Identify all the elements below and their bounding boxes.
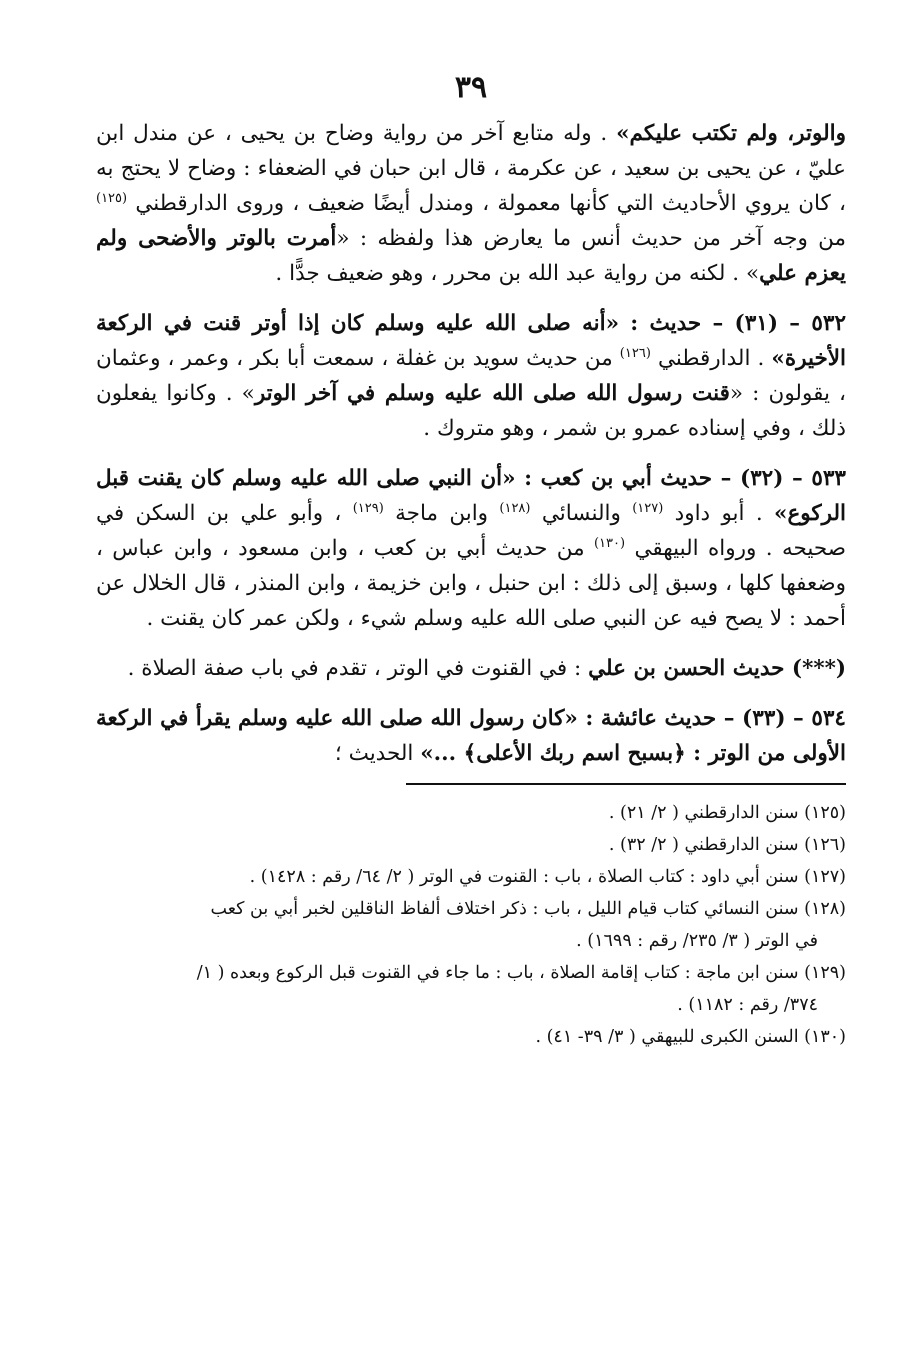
paragraph-hadith-533 [96, 461, 846, 636]
bold-text-run: ٥٣٢ – (٣١) – حديث : «أنه صلى الله عليه وسلم كان إذا أوتر قنت في الركعة الأخيرة» [96, 311, 846, 371]
text-run: » . وكانوا يفعلون ذلك ، وفي إسناده عمرو بن شمر ، وهو متروك . [96, 381, 846, 441]
text-run: وابن ماجة [383, 501, 500, 526]
text-run: الحديث ؛ [334, 741, 421, 766]
text-run: من حديث أبي بن كعب ، وابن مسعود ، وابن عباس ، وضعفها كلها ، وسبق إلى ذلك : ابن حنبل ، وابن خزيمة ، وابن المنذر ، قال الخلال عن أحمد : لا يصح فيه عن النبي صلى الله عليه وسلم شيء ، ولكن عمر كان يقنت . [96, 536, 846, 631]
bold-text-run: ٥٣٣ – (٣٢) – حديث أبي بن كعب : «أن النبي صلى الله عليه وسلم كان يقنت قبل الركوع» [96, 466, 847, 526]
main-text [96, 116, 846, 771]
footnote-ref: (١٢٥) [96, 190, 128, 206]
footnote-130: (١٣٠) السنن الكبرى للبيهقي ( ٣/ ٣٩- ٤١) . [535, 1027, 846, 1047]
footnote-ref: (١٢٦) [619, 345, 651, 361]
footnote-ref: (١٢٧) [632, 500, 664, 516]
footnote-127: (١٢٧) سنن أبي داود : كتاب الصلاة ، باب : القنوت في الوتر ( ٢/ ٦٤/ رقم : ١٤٢٨) . [249, 867, 846, 887]
text-run: » . لكنه من رواية عبد الله بن محرر ، وهو ضعيف جدًّا . [275, 261, 760, 286]
bold-text-run: ٥٣٤ – (٣٣) – حديث عائشة : «كان رسول الله صلى الله عليه وسلم يقرأ في الركعة الأولى من الوتر : ﴿بسبح اسم ربك الأعلى﴾ ...» [96, 706, 846, 766]
bold-text-run: أمرت بالوتر والأضحى ولم يعزم علي [96, 226, 846, 286]
footnote-129: (١٢٩) سنن ابن ماجة : كتاب إقامة الصلاة ، باب : ما جاء في القنوت قبل الركوع وبعده ( ١/ ٣٧٤/ رقم : ١١٨٢) . [196, 963, 846, 1015]
footnote-125: (١٢٥) سنن الدارقطني ( ٢/ ٢١) . [608, 803, 846, 823]
text-run: . الدارقطني [650, 346, 772, 371]
footnotes [96, 797, 846, 1053]
paragraph-commentary [96, 116, 846, 291]
bold-text-run: (***) حديث الحسن بن علي [588, 656, 846, 681]
footnote-ref: (١٣٠) [593, 535, 626, 551]
page-number: ٣٩ [454, 70, 488, 105]
text-run: ، وأبو علي بن السكن في صحيحه . ورواه البيهقي [96, 501, 846, 561]
footnote-ref: (١٢٨) [499, 500, 531, 516]
paragraph-hadith-532 [96, 306, 846, 446]
footnote-128: (١٢٨) سنن النسائي كتاب قيام الليل ، باب : ذكر اختلاف ألفاظ الناقلين لخبر أبي بن كعب في الوتر ( ٣/ ٢٣٥/ رقم : ١٦٩٩) . [210, 899, 846, 951]
footnote-divider [406, 783, 846, 785]
footnote-126: (١٢٦) سنن الدارقطني ( ٢/ ٣٢) . [608, 835, 846, 855]
paragraph-hadith-534 [96, 701, 846, 771]
text-run: . أبو داود [663, 501, 775, 526]
text-run: . وله متابع آخر من رواية وضاح بن يحيى ، عن مندل ابن عليّ ، عن يحيى بن سعيد ، عن عكرمة ، قال ابن حبان في الضعفاء : وضاح لا يحتج به ، كان يروي الأحاديث التي كأنها معمولة ، ومندل أيضًا ضعيف ، وروى الدارقطني [96, 121, 846, 216]
text-run: من حديث سويد بن غفلة ، سمعت أبا بكر ، وعمر ، وعثمان ، يقولون : « [96, 346, 846, 406]
text-run: : في القنوت في الوتر ، تقدم في باب صفة الصلاة . [127, 656, 589, 681]
text-run: والنسائي [530, 501, 633, 526]
footnote-ref: (١٢٩) [352, 500, 384, 516]
bold-text-run: قنت رسول الله صلى الله عليه وسلم في آخر الوتر [254, 381, 730, 406]
paragraph-hasan-note [96, 651, 846, 686]
bold-text-run: والوتر، ولم تكتب عليكم» [616, 121, 847, 146]
text-run: من وجه آخر من حديث أنس ما يعارض هذا ولفظه : « [336, 226, 846, 251]
